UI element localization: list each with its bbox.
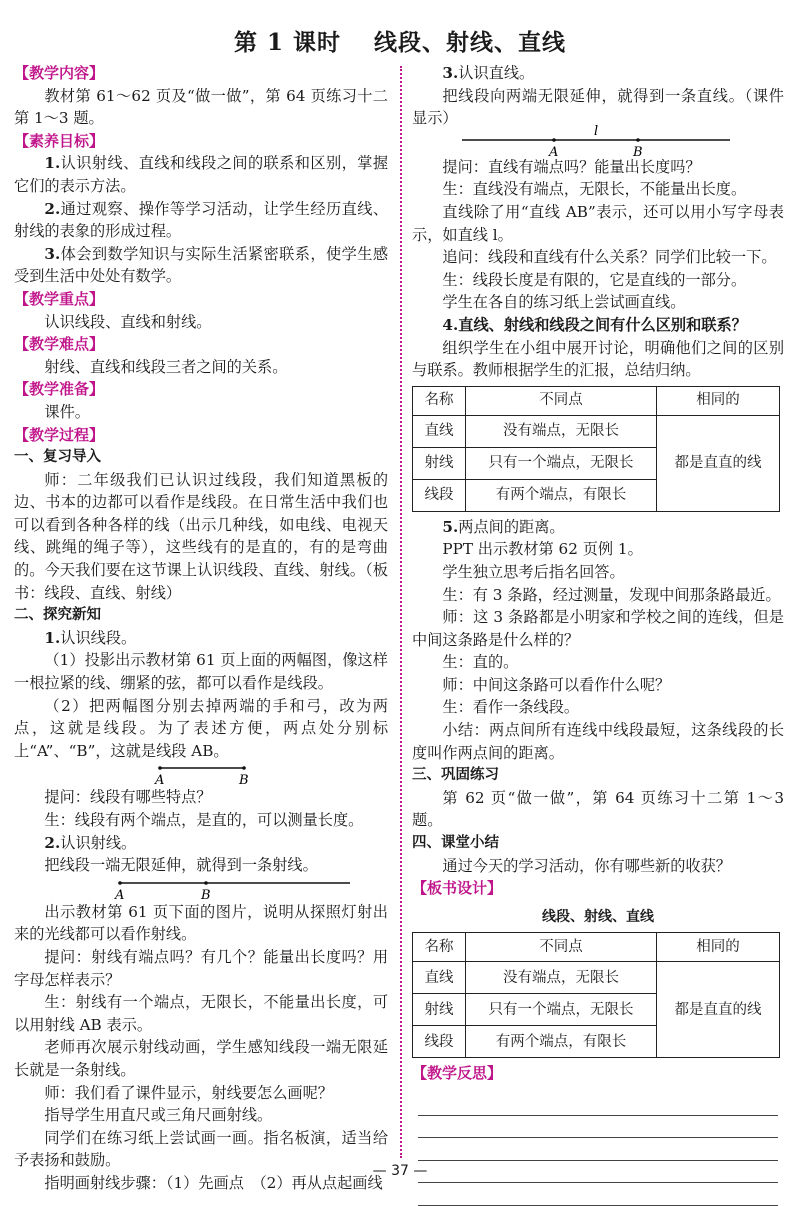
ray-label-b: B bbox=[201, 887, 211, 903]
table-cell-difference: 有两个端点，有限长 bbox=[466, 1026, 657, 1058]
step-1-title bbox=[14, 627, 388, 650]
table-header-name: 名称 bbox=[413, 933, 466, 962]
line-label-b: B bbox=[633, 144, 643, 160]
step-5-title bbox=[412, 516, 784, 539]
summary-text: 通过今天的学习活动，你有哪些新的收获？ bbox=[442, 856, 731, 875]
key-text: 认识线段、直线和射线。 bbox=[44, 312, 212, 331]
ray-diagram bbox=[14, 877, 388, 901]
section-heading-board: 【板书设计】 bbox=[412, 879, 503, 898]
table-header-difference: 不同点 bbox=[466, 933, 657, 962]
segment-label-a: A bbox=[155, 773, 165, 789]
section-heading-process: 【教学过程】 bbox=[14, 425, 105, 444]
table-cell-same: 都是直直的线 bbox=[657, 415, 780, 511]
table-cell-name: 射线 bbox=[413, 994, 466, 1026]
page-number: — 37 — bbox=[372, 1163, 428, 1179]
step-5-paragraph-6: 师：中间这条路可以看作什么呢？ bbox=[442, 675, 671, 694]
step-3-number: 3. bbox=[442, 64, 459, 82]
step-1-answer: 生：线段有两个端点，是直的，可以测量长度。 bbox=[44, 811, 364, 829]
step-5-paragraph-7: 生：看作一条线段。 bbox=[442, 698, 580, 717]
preparation-text: 课件。 bbox=[44, 402, 90, 421]
step-1-paragraph-2: （2）把两幅图分别去掉两端的手和弓，改为两点，这就是线段。为了表述方便，两点处分别标上“A”、“B”，这就是线段 AB。 bbox=[14, 696, 388, 760]
step-4-title-text: 直线、射线和线段之间有什么区别和联系？ bbox=[458, 315, 747, 334]
step-5-summary: 小结：两点间所有连线中线段最短，这条线段的长度叫作两点间的距离。 bbox=[412, 721, 784, 762]
segment-point-a bbox=[158, 767, 162, 771]
step-3-question-2: 追问：线段和直线有什么关系？同学们比较一下。 bbox=[442, 248, 777, 267]
step-2-paragraph-2: 出示教材第 61 页下面的图片，说明从探照灯射出来的光线都可以看作射线。 bbox=[14, 902, 388, 944]
subheading-practice: 三、巩固练习 bbox=[412, 767, 499, 784]
step-5-paragraph-5: 生：直的。 bbox=[442, 653, 519, 672]
step-3-title bbox=[412, 62, 784, 85]
step-5-paragraph-3: 生：有 3 条路，经过测量，发现中间那条路最近。 bbox=[442, 585, 781, 604]
line-diagram bbox=[412, 123, 784, 160]
step-2-question: 提问：射线有端点吗？有几个？能量出长度吗？用字母怎样表示？ bbox=[14, 947, 388, 989]
writing-line[interactable] bbox=[418, 1093, 778, 1116]
writing-line[interactable] bbox=[418, 1138, 778, 1161]
step-1-number: 1. bbox=[44, 628, 61, 647]
board-table bbox=[412, 932, 780, 1058]
table-cell-difference: 没有端点，无限长 bbox=[466, 415, 657, 447]
table-cell-name: 直线 bbox=[413, 962, 466, 994]
writing-line[interactable] bbox=[418, 1116, 778, 1139]
step-4-paragraph-1: 组织学生在小组中展开讨论，明确他们之间的区别与联系。教师根据学生的汇报，总结归纳。 bbox=[412, 338, 784, 380]
goal-3-number: 3. bbox=[44, 244, 61, 263]
section-heading-preparation: 【教学准备】 bbox=[14, 380, 105, 399]
step-3-answer-1: 生：直线没有端点，无限长，不能量出长度。 bbox=[442, 180, 747, 199]
goal-2-number: 2. bbox=[44, 199, 61, 218]
table-header-row bbox=[413, 386, 780, 415]
ray-figure bbox=[14, 877, 388, 901]
line-point-a bbox=[552, 138, 556, 142]
step-4-title bbox=[412, 314, 784, 337]
line-figure bbox=[412, 123, 784, 160]
table-row bbox=[413, 962, 780, 994]
table-row bbox=[413, 415, 780, 447]
table-header-name: 名称 bbox=[413, 386, 466, 415]
table-cell-same: 都是直直的线 bbox=[657, 962, 780, 1058]
step-2-paragraph-5: 指导学生用直尺或三角尺画射线。 bbox=[44, 1106, 273, 1125]
step-1-title-text: 认识线段。 bbox=[60, 628, 137, 647]
table-header-same: 相同的 bbox=[657, 933, 780, 962]
table-header-difference: 不同点 bbox=[466, 386, 657, 415]
step-2-number: 2. bbox=[44, 833, 61, 852]
goal-3 bbox=[14, 243, 388, 288]
subheading-summary: 四、课堂小结 bbox=[412, 835, 499, 852]
comparison-table bbox=[412, 386, 780, 512]
step-2-paragraph-4: 师：我们看了课件显示，射线要怎么画呢？ bbox=[44, 1083, 333, 1102]
goal-2-text: 通过观察、操作等学习活动，让学生经历直线、射线的表象的形成过程。 bbox=[14, 199, 388, 241]
left-column bbox=[14, 62, 388, 1195]
step-5-paragraph-2: 学生独立思考后指名回答。 bbox=[442, 562, 625, 581]
difficulty-text: 射线、直线和线段三者之间的关系。 bbox=[44, 357, 288, 376]
step-2-answer: 生：射线有一个端点，无限长，不能量出长度，可以用射线 AB 表示。 bbox=[14, 993, 388, 1034]
step-2-paragraph-6: 同学们在练习纸上尝试画一画。指名板演，适当给予表扬和鼓励。 bbox=[14, 1128, 388, 1170]
page-title: 第 1 课时 线段、射线、直线 bbox=[233, 29, 567, 56]
step-3-answer-2: 生：线段长度是有限的，它是直线的一部分。 bbox=[442, 270, 747, 289]
section-heading-reflection: 【教学反思】 bbox=[412, 1064, 503, 1083]
section-heading-goals: 【素养目标】 bbox=[14, 131, 105, 150]
line-point-b bbox=[636, 138, 640, 142]
step-3-title-text: 认识直线。 bbox=[458, 64, 535, 82]
step-2-title bbox=[14, 832, 388, 855]
step-2-paragraph-7: 指明画射线步骤：（1）先画点 （2）再从点起画线 bbox=[44, 1173, 383, 1192]
step-5-paragraph-4: 师：这 3 条路都是小明家和学校之间的连线，但是中间这条路是什么样的？ bbox=[412, 608, 784, 649]
goal-1-text: 认识射线、直线和线段之间的联系和区别，掌握它们的表示方法。 bbox=[14, 154, 388, 195]
section-heading-key: 【教学重点】 bbox=[14, 289, 105, 308]
step-1-question: 提问：线段有哪些特点？ bbox=[44, 788, 212, 807]
line-label-a: A bbox=[549, 144, 559, 160]
table-cell-difference: 有两个端点，有限长 bbox=[466, 479, 657, 511]
step-5-number: 5. bbox=[442, 517, 459, 536]
step-4-number: 4. bbox=[442, 315, 459, 334]
step-2-paragraph-3: 老师再次展示射线动画，学生感知线段一端无限延长就是一条射线。 bbox=[14, 1038, 388, 1079]
step-1-paragraph-1: （1）投影出示教材第 61 页上面的两幅图，像这样一根拉紧的线、绷紧的弦，都可以看作是线段。 bbox=[14, 651, 388, 693]
board-caption: 线段、射线、直线 bbox=[542, 908, 654, 925]
goal-3-text: 体会到数学知识与实际生活紧密联系，使学生感受到生活中处处有数学。 bbox=[14, 244, 388, 286]
subheading-review: 一、复习导入 bbox=[14, 449, 101, 466]
step-5-title-text: 两点间的距离。 bbox=[458, 517, 565, 536]
segment-figure bbox=[14, 762, 388, 789]
review-text: 师：二年级我们已认识过线段，我们知道黑板的边、书本的边都可以看作是线段。在日常生活中我们也可以看到各种各样的线（出示几种线，如电线、电视天线、跳绳的绳子等），这些线有的是直的，有的是弯曲的。今天我们要在这节课上认识线段、直线、射线。（板书：线段、直线、射线） bbox=[14, 470, 388, 602]
goal-2 bbox=[14, 198, 388, 243]
table-header-row bbox=[413, 933, 780, 962]
table-cell-difference: 没有端点，无限长 bbox=[466, 962, 657, 994]
step-2-title-text: 认识射线。 bbox=[60, 833, 137, 852]
table-cell-name: 射线 bbox=[413, 447, 466, 479]
table-header-same: 相同的 bbox=[657, 386, 780, 415]
content-text: 教材第 61～62 页及“做一做”，第 64 页练习十二第 1～3 题。 bbox=[14, 86, 388, 128]
table-cell-name: 直线 bbox=[413, 415, 466, 447]
section-heading-difficulty: 【教学难点】 bbox=[14, 335, 105, 354]
table-cell-difference: 只有一个端点，无限长 bbox=[466, 447, 657, 479]
section-heading-content: 【教学内容】 bbox=[14, 64, 105, 82]
ray-point-a bbox=[118, 881, 122, 885]
step-3-paragraph-3: 学生在各自的练习纸上尝试画直线。 bbox=[442, 293, 686, 312]
step-2-paragraph-1: 把线段一端无限延伸，就得到一条射线。 bbox=[44, 856, 318, 875]
table-cell-name: 线段 bbox=[413, 479, 466, 511]
goal-1-number: 1. bbox=[44, 154, 61, 173]
step-3-paragraph-2: 直线除了用“直线 AB”表示，还可以用小写字母表示，如直线 l。 bbox=[412, 202, 784, 244]
subheading-new: 二、探究新知 bbox=[14, 607, 101, 624]
reflection-writing-lines bbox=[412, 1093, 784, 1206]
table-cell-name: 线段 bbox=[413, 1026, 466, 1058]
step-3-paragraph-1: 把线段向两端无限延伸，就得到一条直线。（课件显示） bbox=[412, 86, 784, 128]
right-column bbox=[412, 62, 784, 1206]
writing-line[interactable] bbox=[418, 1183, 778, 1206]
practice-text: 第 62 页“做一做”，第 64 页练习十二第 1～3 题。 bbox=[412, 788, 784, 830]
table-cell-difference: 只有一个端点，无限长 bbox=[466, 994, 657, 1026]
step-3-question-1: 提问：直线有端点吗？能量出长度吗？ bbox=[442, 157, 701, 176]
segment-label-b: B bbox=[239, 773, 249, 789]
step-5-paragraph-1: PPT 出示教材第 62 页例 1。 bbox=[442, 540, 643, 559]
ray-label-a: A bbox=[115, 887, 125, 903]
column-divider bbox=[400, 66, 402, 1158]
line-label-l: l bbox=[594, 123, 599, 139]
segment-point-b bbox=[242, 767, 246, 771]
segment-diagram bbox=[14, 762, 388, 789]
ray-point-b bbox=[204, 881, 208, 885]
goal-1 bbox=[14, 152, 388, 197]
